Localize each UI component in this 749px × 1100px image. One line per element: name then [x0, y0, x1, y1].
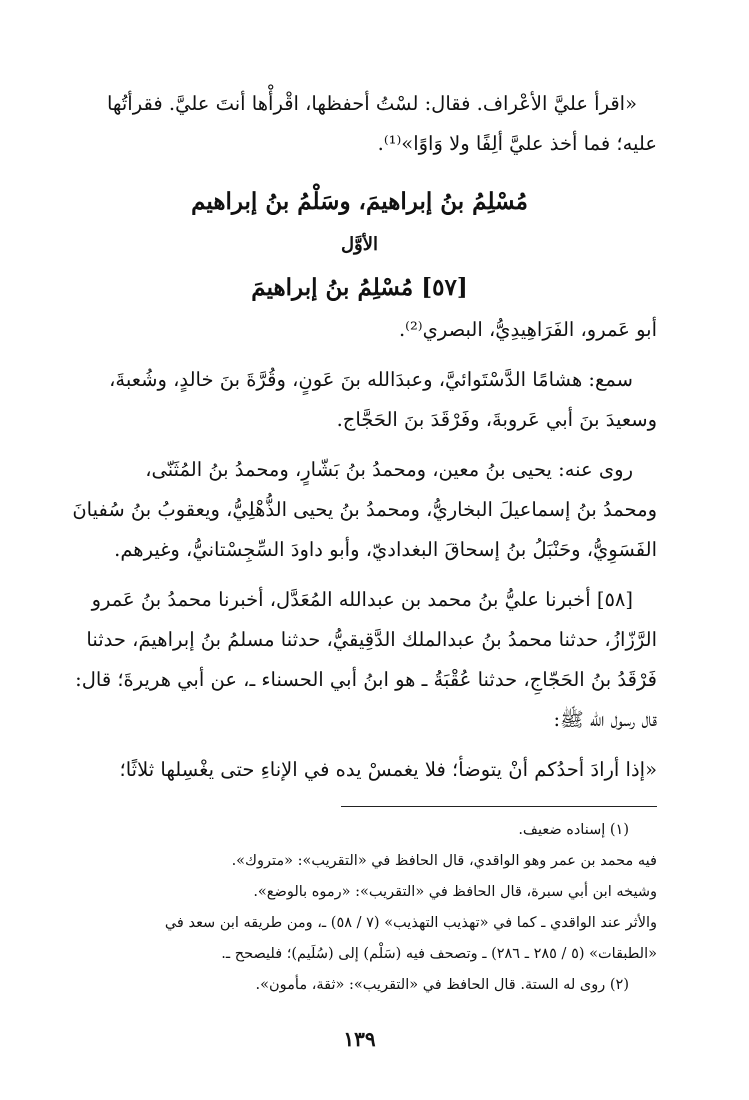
heard-line-1: سمع: هشامًا الدَّسْتَوائيَّ، وعبدَالله بنَ عَونٍ، وقُرَّةَ بنَ خالدٍ، وشُعبةَ،	[109, 368, 633, 391]
footnote-1-line-a: فيه محمد بن عمر وهو الواقدي، قال الحافظ في «التقريب»: «متروك».	[231, 853, 657, 869]
spacer	[62, 350, 657, 360]
section-heading: مُسْلِمُ بنُ إبراهيمَ، وسَلْمُ بنُ إبراهيم	[191, 188, 528, 215]
footnote-divider	[341, 806, 657, 807]
footnote-1: (١) إسناده ضعيف.	[518, 822, 629, 838]
narrators-line-1: روى عنه: يحيى بنُ معين، ومحمدُ بنُ بَشّارٍ، ومحمدُ بنُ المُثَنّى،	[145, 458, 633, 481]
hadith-line-1: [٥٨] أخبرنا عليُّ بنُ محمد بن عبدالله المُعَدَّل، أخبرنا محمدُ بنُ عَمرو	[91, 588, 633, 611]
intro-line-1: «اقرأ عليَّ الأعْراف. فقال: لسْتُ أحفظها، اقْرأْها أنتَ عليَّ. فقرأتُها	[106, 92, 637, 115]
section-subheading: الأوَّل	[340, 234, 379, 255]
hadith-line-5: «إذا أرادَ أحدُكم أنْ يتوضأ؛ فلا يغمسْ يده في الإناءِ حتى يغْسِلها ثلاثًا؛	[119, 758, 657, 781]
hadith-line-3: فَرْقَدُ بنُ الحَجّاجِ، حدثنا عُقْبَةُ ـ هو ابنُ أبي الحسناء ـ، عن أبي هريرةَ؛ قال:	[75, 668, 657, 691]
footnote-1-line-b: وشيخه ابن أبي سبرة، قال الحافظ في «التقريب»: «رموه بالوضع».	[253, 884, 657, 900]
intro-line-2: عليه؛ فما أخذ عليَّ ألِفًا ولا وَاوًا»⁽¹⁾.	[377, 132, 657, 155]
narrators-line-2: ومحمدُ بنُ إسماعيلَ البخاريُّ، ومحمدُ بنُ يحيى الذُّهْلِيُّ، ويعقوبُ بنُ سُفيانَ	[72, 498, 657, 521]
heard-line-2: وسعيدَ بنَ أبي عَروبةَ، وفَرْقَدَ بنَ الحَجَّاج.	[336, 408, 657, 431]
footnote-1-line-c: والأثر عند الواقدي ـ كما في «تهذيب التهذيب» (٧ / ٥٨) ـ، ومن طريقه ابن سعد في	[164, 915, 657, 931]
footnote-2: (٢) روى له الستة. قال الحافظ في «التقريب»: «ثقة، مأمون».	[255, 977, 629, 993]
spacer	[62, 570, 657, 580]
entry-heading: [٥٧] مُسْلِمُ بنُ إبراهيمَ	[251, 274, 468, 301]
bio-line: أبو عَمرو، الفَرَاهِيدِيُّ، البصري⁽²⁾.	[398, 318, 657, 341]
hadith-line-2: الرَّزّازُ، حدثنا محمدُ بنُ عبدالملك الدَّقِيقيُّ، حدثنا مسلمُ بنُ إبراهيمَ، حدثنا	[86, 628, 657, 651]
spacer	[62, 740, 657, 750]
page-number: ١٣٩	[343, 1027, 376, 1051]
narrators-line-3: الفَسَوِيُّ، وحَنْبَلُ بنُ إسحاقَ البغداديّ، وأبو داودَ السِّجِسْتانيُّ، وغيرهم.	[114, 538, 657, 561]
spacer	[62, 440, 657, 450]
footnote-1-line-d: «الطبقات» (٥ / ٢٨٥ ـ ٢٨٦) ـ وتصحف فيه (سَلْم) إلى (سُلَيم)؛ فليصحح ـ.	[221, 946, 657, 962]
hadith-line-4: قال رسول الله ﷺ:	[553, 708, 657, 731]
